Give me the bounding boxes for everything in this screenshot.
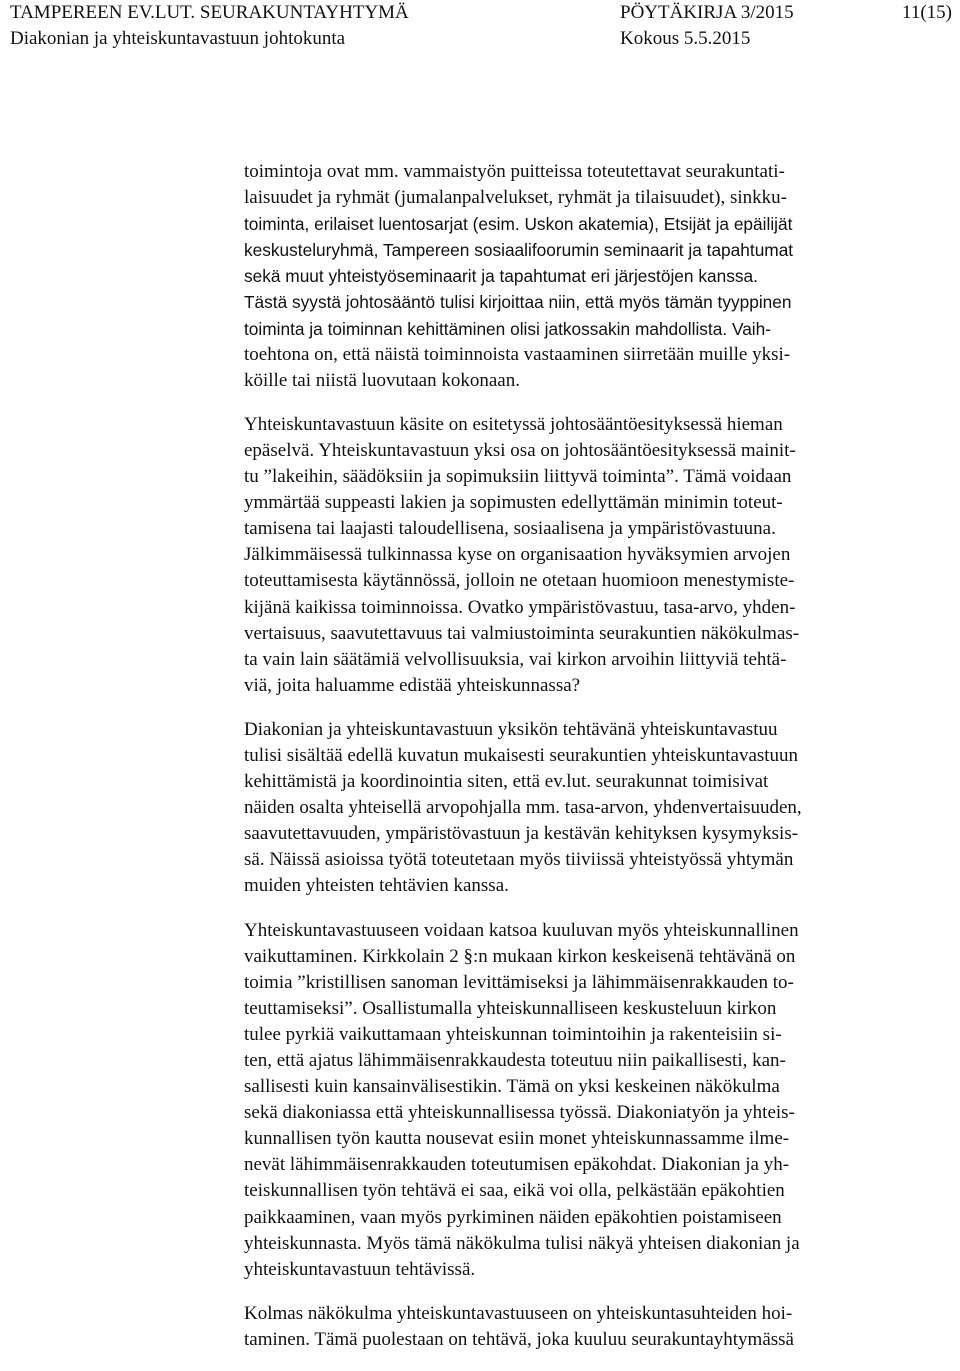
- text-line: Yhteiskuntavastuun käsite on esitetyssä johtosääntöesityksessä hieman: [244, 413, 783, 435]
- text-line: ymmärtää suppeasti lakien ja sopimusten edellyttämän minimin toteut-: [244, 492, 783, 514]
- text-line: vaikuttaminen. Kirkkolain 2 §:n mukaan kirkon keskeisenä tehtävänä on: [244, 945, 796, 967]
- header-row-2: [10, 26, 954, 52]
- text-line: ten, että ajatus lähimmäisenrakkaudesta toteutuu niin paikallisesti, kan-: [244, 1050, 786, 1071]
- text-line: toiminta ja toiminnan kehittäminen olisi jatkossakin mahdollista. Vaih-: [244, 318, 772, 339]
- text-line: teiskunnallisen työn tehtävä ei saa, eikä voi olla, pelkästään epäkohtien: [244, 1180, 785, 1202]
- text-line: ta vain lain säätämiä velvollisuuksia, vai kirkon arvoihin liittyviä tehtä-: [244, 648, 787, 670]
- text-line: Yhteiskuntavastuuseen voidaan katsoa kuuluvan myös yhteiskunnallinen: [244, 919, 799, 941]
- text-line: nevät lähimmäisenrakkauden toteutumisen epäkohdat. Diakonian ja yh-: [244, 1154, 790, 1176]
- text-line: muiden yhteisten tehtävien kanssa.: [244, 875, 509, 897]
- header-row-1: [10, 0, 954, 26]
- text-line: laisuudet ja ryhmät (jumalanpalvelukset, ryhmät ja tilaisuudet), sinkku-: [244, 187, 787, 209]
- text-line: keskusteluryhmä, Tampereen sosiaalifoorumin seminaarit ja tapahtumat: [244, 240, 794, 261]
- text-line: kehittämistä ja koordinointia siten, että ev.lut. seurakunnat toimisivat: [244, 771, 769, 793]
- text-line: sekä diakoniassa että yhteiskunnallisessa työssä. Diakoniatyön ja yhteis-: [244, 1102, 795, 1124]
- paragraph-4: [244, 918, 944, 1283]
- page-header: [10, 0, 954, 52]
- text-line: paikkaaminen, vaan myös pyrkiminen näiden epäkohtien poistamiseen: [244, 1206, 782, 1228]
- paragraph-3: [244, 717, 944, 900]
- text-line: toehtona on, että näistä toiminnoista vastaaminen siirretään muille yksi-: [244, 343, 791, 365]
- committee-name: Diakonian ja yhteiskuntavastuun johtokunta: [10, 28, 346, 49]
- text-line: tulisi sisältää edellä kuvatun mukaisesti seurakuntien yhteiskuntavastuun: [244, 744, 799, 766]
- text-line: Diakonian ja yhteiskuntavastuun yksikön tehtävänä yhteiskuntavastuu: [244, 718, 778, 740]
- text-line: kunnallisen työn kautta nousevat esiin monet yhteiskunnassamme ilme-: [244, 1128, 790, 1150]
- text-line: näiden osalta yhteisellä arvopohjalla mm. tasa-arvon, yhdenvertaisuuden,: [244, 797, 802, 819]
- text-line: köille tai niistä luovutaan kokonaan.: [244, 369, 520, 391]
- text-line: teuttamiseksi”. Osallistumalla yhteiskunnalliseen keskusteluun kirkon: [244, 997, 777, 1019]
- document-type: PÖYTÄKIRJA 3/2015: [620, 2, 794, 23]
- text-line: viä, joita haluamme edistää yhteiskunnassa?: [244, 674, 581, 696]
- page-number: 11(15): [902, 2, 952, 23]
- text-line: tulee pyrkiä vaikuttamaan yhteiskunnan toimintoihin ja rakenteisiin si-: [244, 1023, 782, 1045]
- text-line: sä. Näissä asioissa työtä toteutetaan myös tiiviissä yhteistyössä yhtymän: [244, 849, 794, 871]
- text-line: sallisesti kuin kansainvälisestikin. Tämä on yksi keskeinen näkökulma: [244, 1076, 780, 1098]
- text-line: tu ”lakeihin, säädöksiin ja sopimuksiin liittyvä toiminta”. Tämä voidaan: [244, 466, 792, 488]
- text-line: Kolmas näkökulma yhteiskuntavastuuseen on yhteiskuntasuhteiden hoi-: [244, 1302, 793, 1324]
- text-line: vertaisuus, saavutettavuus tai valmiustoiminta seurakuntien näkökulmas-: [244, 622, 800, 644]
- text-line: toiminta, erilaiset luentosarjat (esim. Uskon akatemia), Etsijät ja epäilijät: [244, 214, 793, 235]
- text-line: tamisena tai laajasti taloudellisena, sosiaalisena ja ympäristövastuuna.: [244, 518, 776, 540]
- text-line: Jälkimmäisessä tulkinnassa kyse on organisaation hyväksymien arvojen: [244, 544, 791, 566]
- text-line: toimia ”kristillisen sanoman levittämiseksi ja lähimmäisenrakkauden to-: [244, 971, 794, 993]
- paragraph-1: [244, 159, 944, 394]
- paragraph-5: [244, 1301, 944, 1353]
- text-line: saavutettavuuden, ympäristövastuun ja kestävän kehityksen kysymyksis-: [244, 823, 799, 845]
- document-body: [244, 159, 944, 1371]
- text-line: taminen. Tämä puolestaan on tehtävä, joka kuuluu seurakuntayhtymässä: [244, 1328, 794, 1350]
- text-line: toteuttamisesta käytännössä, jolloin ne otetaan huomioon menestymiste-: [244, 570, 795, 592]
- organization-name: TAMPEREEN EV.LUT. SEURAKUNTAYHTYMÄ: [10, 2, 409, 23]
- text-line: kijänä kaikissa toiminnoissa. Ovatko ympäristövastuu, tasa-arvo, yhden-: [244, 596, 796, 618]
- text-line: epäselvä. Yhteiskuntavastuun yksi osa on johtosääntöesityksessä mainit-: [244, 439, 796, 461]
- text-line: sekä muut yhteistyöseminaarit ja tapahtumat eri järjestöjen kanssa.: [244, 266, 758, 287]
- paragraph-2: [244, 412, 944, 699]
- meeting-date: Kokous 5.5.2015: [620, 28, 751, 49]
- text-line: yhteiskuntavastuun tehtävissä.: [244, 1258, 476, 1280]
- text-line: toimintoja ovat mm. vammaistyön puitteissa toteutettavat seurakuntati-: [244, 161, 785, 182]
- text-line: Tästä syystä johtosääntö tulisi kirjoittaa niin, että myös tämän tyyppinen: [244, 292, 792, 313]
- text-line: yhteiskunnasta. Myös tämä näkökulma tulisi näkyä yhteisen diakonian ja: [244, 1232, 800, 1254]
